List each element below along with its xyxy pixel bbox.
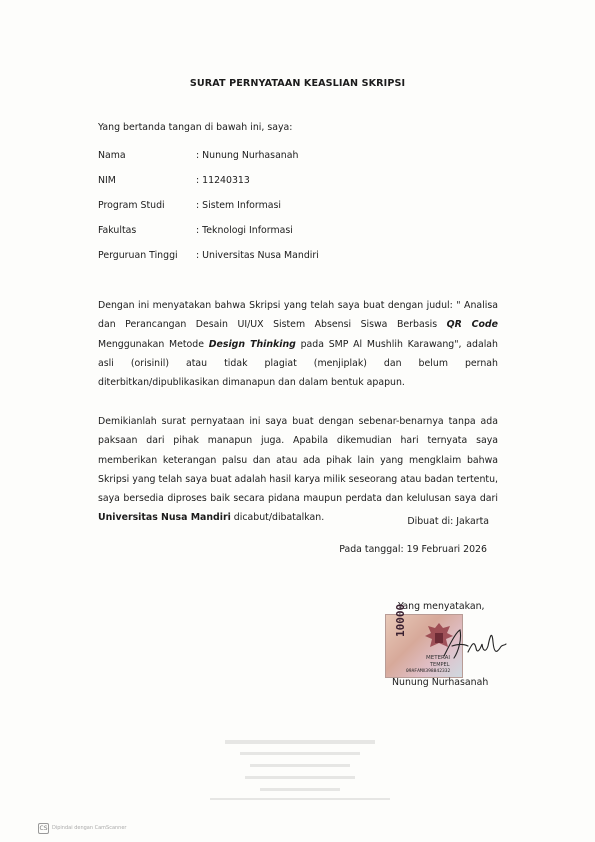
field-row-nama	[98, 150, 518, 164]
intro-text: Yang bertanda tangan di bawah ini, saya:	[98, 122, 293, 133]
field-value: : 11240313	[196, 175, 250, 186]
field-row-nim	[98, 175, 518, 189]
signer-role: Yang menyatakan,	[398, 601, 485, 612]
closing-text: dicabut/dibatalkan.	[230, 512, 325, 524]
signer-name: Nunung Nurhasanah	[392, 677, 489, 688]
declaration-paragraph	[98, 296, 498, 392]
design-thinking-term: Design Thinking	[208, 338, 296, 350]
stamp-serial: 09AFAMX398842332	[406, 669, 451, 674]
stamp-label: METERAI	[426, 655, 451, 661]
signing-date: Pada tanggal: 19 Februari 2026	[339, 544, 487, 555]
closing-paragraph	[98, 412, 498, 528]
field-value: : Nunung Nurhasanah	[196, 150, 299, 161]
faint-bleed-through	[205, 738, 395, 804]
closing-text: Demikianlah surat pernyataan ini saya buat dengan sebenar-benarnya tanpa ada paksaan dari pihak manapun juga. Apabila dikemudian hari ternyata saya memberikan keterangan palsu dan atau ada pihak lain yang mengklaim bahwa Skripsi yang telah saya buat adalah hasil karya milik seseorang atau badan tertentu, saya bersedia diproses baik secara pidana maupun perdata dan kelulusan saya dari	[98, 416, 498, 505]
field-label: Nama	[98, 150, 126, 161]
field-value: : Sistem Informasi	[196, 200, 281, 211]
stamp-value: 10000	[394, 603, 407, 637]
field-row-perguruan-tinggi	[98, 250, 518, 264]
field-label: NIM	[98, 175, 116, 186]
document-title: SURAT PERNYATAAN KEASLIAN SKRIPSI	[189, 78, 406, 89]
field-row-fakultas	[98, 225, 518, 239]
camscanner-watermark-text: Dipindai dengan CamScanner	[52, 825, 127, 831]
field-value: : Universitas Nusa Mandiri	[196, 250, 319, 261]
field-label: Perguruan Tinggi	[98, 250, 178, 261]
camscanner-logo-icon: CS	[39, 825, 48, 832]
qr-code-term: QR Code	[446, 319, 498, 331]
stamp-sublabel: TEMPEL	[430, 662, 450, 668]
declaration-text: Menggunakan Metode	[98, 338, 209, 350]
field-row-program-studi	[98, 200, 518, 214]
field-value: : Teknologi Informasi	[196, 225, 293, 236]
field-label: Fakultas	[98, 225, 137, 236]
university-name: Universitas Nusa Mandiri	[98, 512, 231, 524]
declaration-text: Dengan ini menyatakan bahwa Skripsi yang telah saya buat dengan judul: " Analisa dan Perancangan Desain UI/UX Sistem Absensi Siswa Berbasis	[98, 300, 498, 331]
declaration-text: pada SMP Al Mushlih Karawang", adalah asli (orisinil) atau tidak plagiat (menjiplak) dan belum pernah diterbitkan/dipublikasikan dimanapun dan dalam bentuk apapun.	[98, 338, 498, 389]
field-label: Program Studi	[98, 200, 165, 211]
signing-place: Dibuat di: Jakarta	[407, 516, 489, 527]
handwritten-signature	[440, 622, 510, 664]
